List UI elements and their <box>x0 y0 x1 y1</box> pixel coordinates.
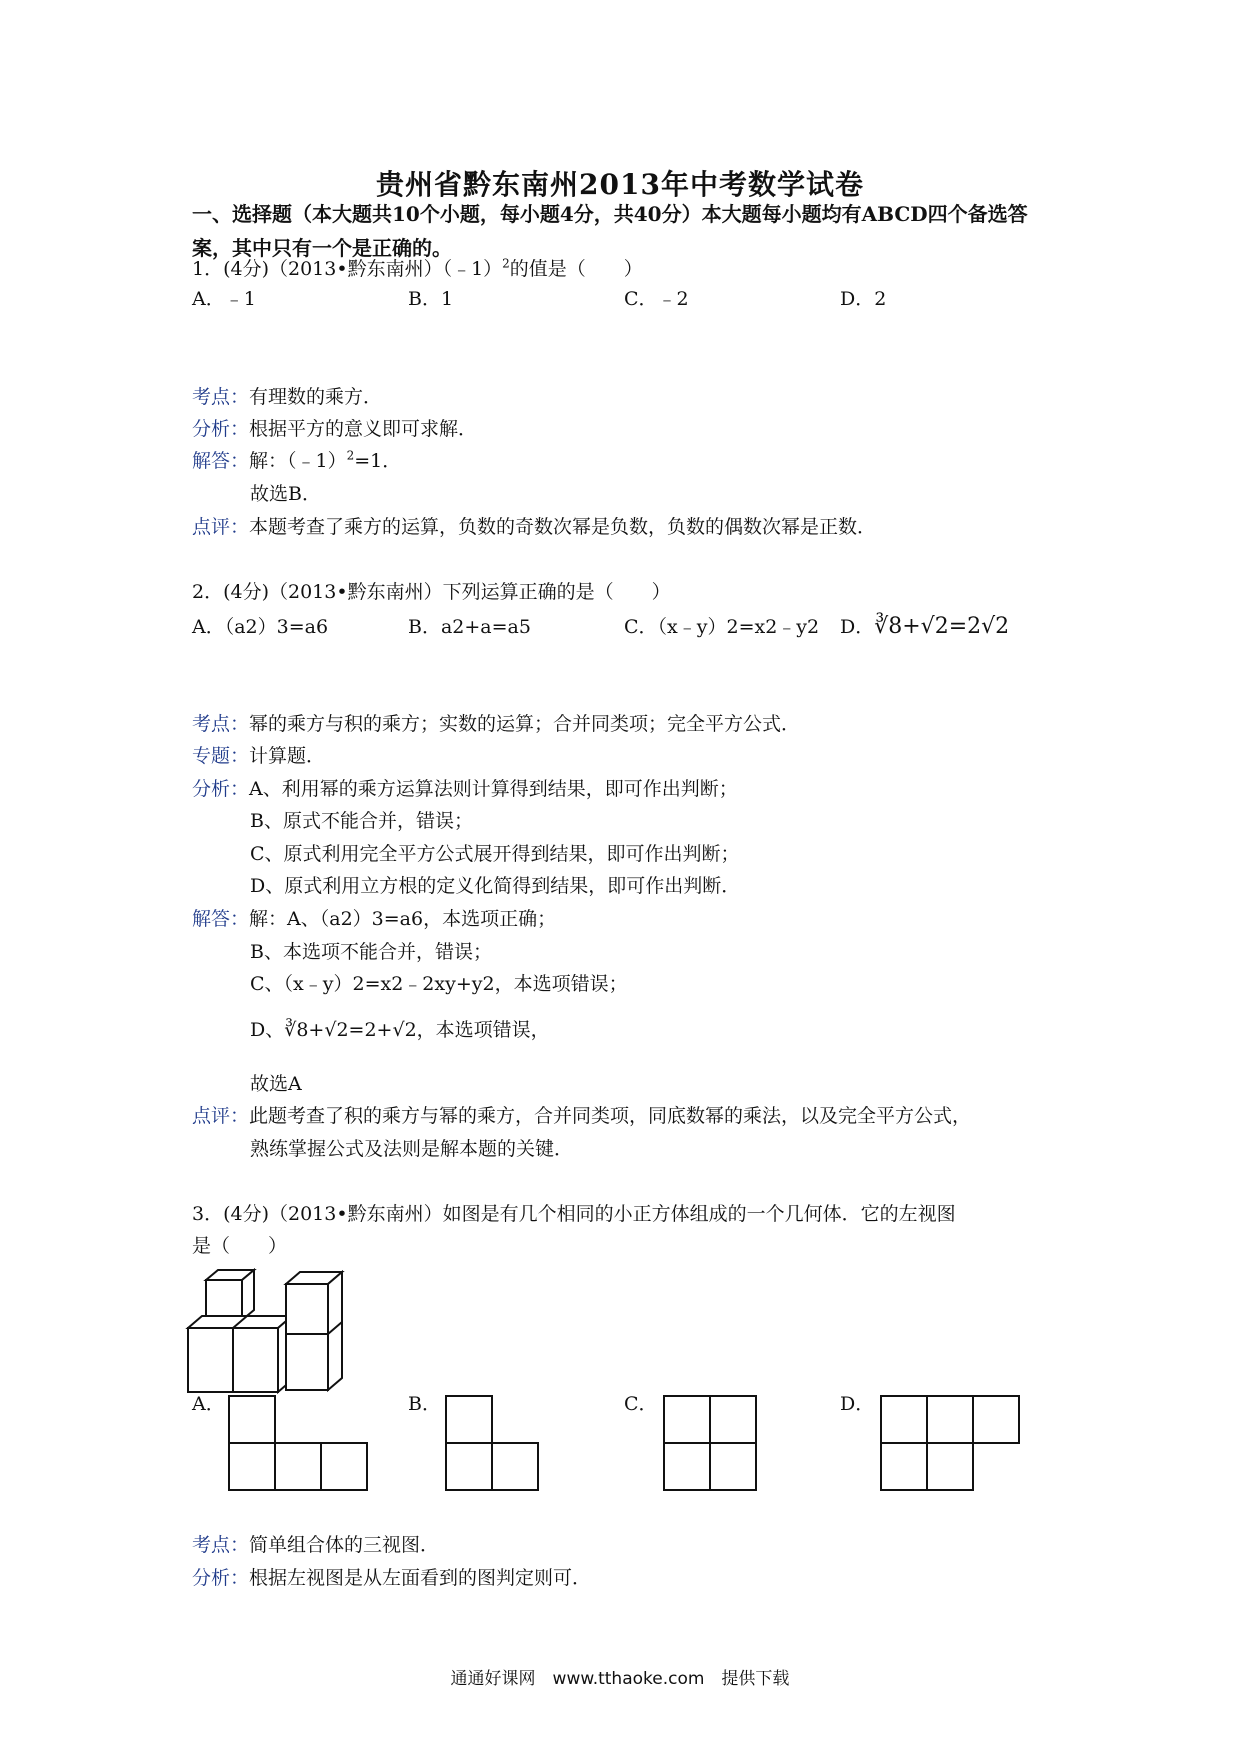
q3-option-a-label: A． <box>192 1393 225 1415</box>
q3-fenxi: 分析：根据左视图是从左面看到的图判定则可． <box>192 1567 592 1589</box>
q1-option-b: B．1 <box>408 288 454 310</box>
q1-choose: 故选B． <box>250 483 321 505</box>
q3-stem-line-2: 是（ ） <box>192 1235 288 1257</box>
q3-option-c-label: C． <box>624 1393 658 1415</box>
q3-option-d-figure <box>881 1396 1021 1490</box>
q1-stem: 1．(4分)（2013•黔东南州）（﹣1）$^2$的值是（ ） <box>192 256 643 280</box>
q2-fenxi-line-2: B、原式不能合并，错误； <box>250 810 473 832</box>
page-title: 贵州省黔东南州2013年中考数学试卷 <box>376 168 864 201</box>
q2-fenxi-line-3: C、原式利用完全平方公式展开得到结果，即可作出判断； <box>250 843 740 865</box>
q3-option-b-figure <box>446 1396 540 1490</box>
q2-dianping-line-1: 点评：此题考查了积的乘方与幂的乘方，合并同类项，同底数幂的乘法，以及完全平方公式， <box>192 1105 972 1127</box>
q2-option-d: D．∛8+√2=2√2 <box>840 614 1010 639</box>
q2-zhuanti: 专题：计算题． <box>192 745 326 767</box>
q1-kaodian: 考点：有理数的乘方． <box>192 386 383 408</box>
section-heading: 一、选择题（本大题共10个小题，每小题4分，共40分）本大题每小题均有ABCD四个备选答案，其中只有一个是正确的。 <box>192 202 1028 260</box>
q2-option-c: C．（x﹣y）2=x2﹣y2 <box>624 616 820 638</box>
q2-stem: 2．(4分)（2013•黔东南州）下列运算正确的是（ ） <box>192 581 671 603</box>
q3-option-d-label: D． <box>840 1393 875 1415</box>
q3-stem-line-1: 3．(4分)（2013•黔东南州）如图是有几个相同的小正方体组成的一个几何体．它的左视图 <box>192 1203 956 1225</box>
q1-fenxi: 分析：根据平方的意义即可求解． <box>192 418 478 440</box>
q1-option-d: D．2 <box>840 288 887 310</box>
q1-jieda: 解答：解：（﹣1）$^2$=1． <box>192 448 402 472</box>
q1-option-a: A．﹣1 <box>192 288 256 310</box>
q3-option-a-figure <box>229 1396 369 1490</box>
q3-option-c-figure <box>664 1396 758 1490</box>
q1-dianping: 点评：本题考查了乘方的运算，负数的奇数次幂是负数，负数的偶数次幂是正数． <box>192 516 877 538</box>
page-footer: 通通好课网 www.tthaoke.com 提供下载 <box>450 1669 790 1689</box>
q2-fenxi-line-1: 分析：A、利用幂的乘方运算法则计算得到结果，即可作出判断； <box>192 778 738 800</box>
q2-jieda-line-1: 解答：解：A、（a2）3=a6，本选项正确； <box>192 908 557 930</box>
q3-option-b-label: B． <box>408 1393 441 1415</box>
q2-jieda-line-3: C、（x﹣y）2=x2﹣2xy+y2，本选项错误； <box>250 973 628 995</box>
q2-option-b: B．a2+a=a5 <box>408 616 531 638</box>
q2-dianping-line-2: 熟练掌握公式及法则是解本题的关键． <box>250 1138 574 1160</box>
q2-kaodian: 考点：幂的乘方与积的乘方；实数的运算；合并同类项；完全平方公式． <box>192 713 801 735</box>
q2-fenxi-line-4: D、原式利用立方根的定义化简得到结果，即可作出判断． <box>250 875 741 897</box>
q2-option-d-expression: ∛8+√2=2√2 <box>874 614 1010 639</box>
cube-figure <box>188 1268 378 1396</box>
q2-choose: 故选A <box>250 1073 302 1095</box>
q1-option-c: C．﹣2 <box>624 288 689 310</box>
q2-jieda-line-4: D、∛8+√2=2+√2，本选项错误， <box>250 1019 550 1041</box>
q3-kaodian: 考点：简单组合体的三视图． <box>192 1534 440 1556</box>
q2-option-a: A．（a2）3=a6 <box>192 616 329 638</box>
q2-jieda-line-2: B、本选项不能合并，错误； <box>250 941 492 963</box>
